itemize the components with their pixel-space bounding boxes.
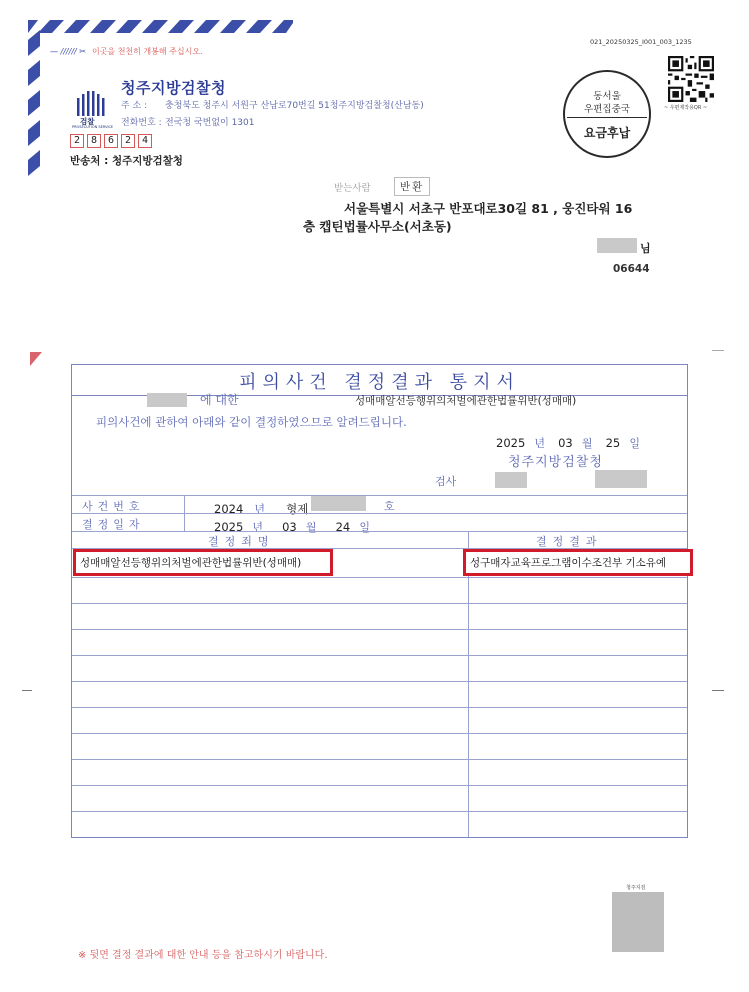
redacted-seal: [595, 470, 647, 488]
decision-day-unit: 일: [359, 521, 370, 534]
column-header-result: 결정결과: [536, 535, 603, 548]
decision-charge-cell: 성매매알선등행위의처벌에관한법률위반(성매매): [73, 549, 333, 576]
date-day-unit: 일: [629, 437, 640, 450]
recipient-zip: 06644: [613, 263, 650, 275]
qr-code-icon: [668, 56, 714, 102]
zip-digit: 8: [87, 134, 101, 148]
prosecution-logo-icon: [76, 88, 106, 118]
decision-notice-form: [71, 364, 688, 838]
postmark-line2: 우편집중국: [584, 104, 630, 115]
case-type: 형제: [286, 502, 309, 516]
case-number-unit: 호: [384, 500, 395, 513]
grid-line: [72, 707, 687, 708]
grid-line: [72, 577, 687, 578]
grid-line: [72, 681, 687, 682]
redacted-prosecutor: [495, 472, 527, 488]
column-header-charge: 결정죄명: [208, 535, 275, 548]
zip-digit: 6: [104, 134, 118, 148]
qr-caption: ~ 우편제작용QR ~: [664, 105, 708, 111]
footnote: ※ 뒷면 결정 결과에 대한 안내 등을 참고하시기 바랍니다.: [78, 950, 328, 961]
sender-phone: [121, 115, 255, 128]
grid-line: [72, 513, 687, 514]
zip-digit: 2: [70, 134, 84, 148]
corner-marker: [30, 352, 42, 366]
case-number-label: 사건번호: [82, 500, 145, 513]
bottom-qr-code-icon: [612, 892, 664, 952]
redacted-case-number: [311, 496, 366, 511]
case-year: 2024: [214, 502, 244, 516]
notice-title: 피의사건 결정결과 통지서: [239, 372, 520, 393]
office-name: 청주지방검찰청: [508, 455, 603, 470]
decision-year: 2025: [214, 520, 244, 534]
sender-zip-boxes: [70, 134, 152, 148]
grid-line: [72, 495, 687, 496]
phone-label: 전화번호 :: [121, 118, 162, 128]
airmail-stripe-left: [28, 20, 40, 180]
fold-mark: [22, 690, 32, 691]
zip-digit: 4: [138, 134, 152, 148]
date-year: 2025: [496, 436, 526, 450]
recipient-label: 받는사람: [334, 183, 371, 194]
fold-mark: [712, 350, 724, 351]
tear-open-notice: — ////// ✂ 이곳을 천천히 개봉해 주십시오.: [50, 47, 203, 56]
redacted-recipient-name: [597, 238, 637, 253]
decision-result-cell: 성구매자교육프로그램이수조건부 기소유예: [463, 549, 693, 576]
recipient-honorific: 님: [640, 242, 651, 255]
date-day: 25: [605, 436, 621, 450]
redacted-suspect-name: [147, 393, 187, 407]
about-label: 에 대한: [200, 393, 239, 407]
notice-statement: 피의사건에 관하여 아래와 같이 결정하였으므로 알려드립니다.: [96, 415, 407, 429]
document-code: 021_20250325_I001_003_1235: [590, 38, 692, 46]
date-month-unit: 월: [581, 437, 593, 450]
notice-date: [496, 432, 640, 451]
case-year-unit: 년: [254, 503, 266, 516]
returned-stamp: 반환: [394, 177, 430, 196]
prosecutor-label: 검사: [435, 475, 457, 488]
decision-date-label: 결정일자: [82, 518, 145, 531]
postage-stamp: [563, 70, 651, 158]
address-label: 주 소 :: [121, 101, 148, 111]
grid-line: [72, 759, 687, 760]
postmark-divider: [567, 117, 647, 118]
return-address: 반송처 : 청주지방검찰청: [70, 155, 183, 167]
charge-name: 성매매알선등행위의처벌에관한법률위반(성매매): [355, 395, 577, 407]
grid-line: [72, 629, 687, 630]
grid-line: [72, 603, 687, 604]
decision-month: 03: [282, 520, 297, 534]
decision-year-unit: 년: [252, 521, 264, 534]
case-number: [214, 498, 308, 517]
sender-name: 청주지방검찰청: [121, 79, 226, 97]
fold-mark: [712, 690, 724, 691]
recipient-address-line1: 서울특별시 서초구 반포대로30길 81 , 웅진타워 16: [344, 201, 633, 216]
decision-month-unit: 월: [305, 521, 317, 534]
postmark-line3: 요금후납: [583, 126, 631, 140]
postmark-line1: 동서울: [593, 91, 621, 102]
decision-day: 24: [335, 520, 351, 534]
sender-address: [121, 98, 424, 111]
address-value: 충청북도 청주시 서원구 산남로70번길 51청주지방검찰청(산남동): [165, 101, 424, 111]
grid-line: [72, 655, 687, 656]
grid-line: [72, 811, 687, 812]
grid-line: [72, 785, 687, 786]
recipient-address-line2: 층 캡틴법률사무소(서초동): [303, 219, 452, 234]
logo-wordmark: 검찰: [80, 117, 95, 126]
date-month: 03: [558, 436, 573, 450]
airmail-stripe-top: [28, 20, 293, 33]
logo-subtitle: PROSECUTION SERVICE: [72, 125, 114, 129]
bottom-qr-caption: 청주지검: [626, 885, 646, 891]
grid-line: [72, 733, 687, 734]
phone-value: 전국청 국번없이 1301: [165, 118, 255, 128]
grid-line: [72, 531, 687, 532]
zip-digit: 2: [121, 134, 135, 148]
tear-marks: — ////// ✂: [50, 47, 86, 56]
date-year-unit: 년: [534, 437, 546, 450]
